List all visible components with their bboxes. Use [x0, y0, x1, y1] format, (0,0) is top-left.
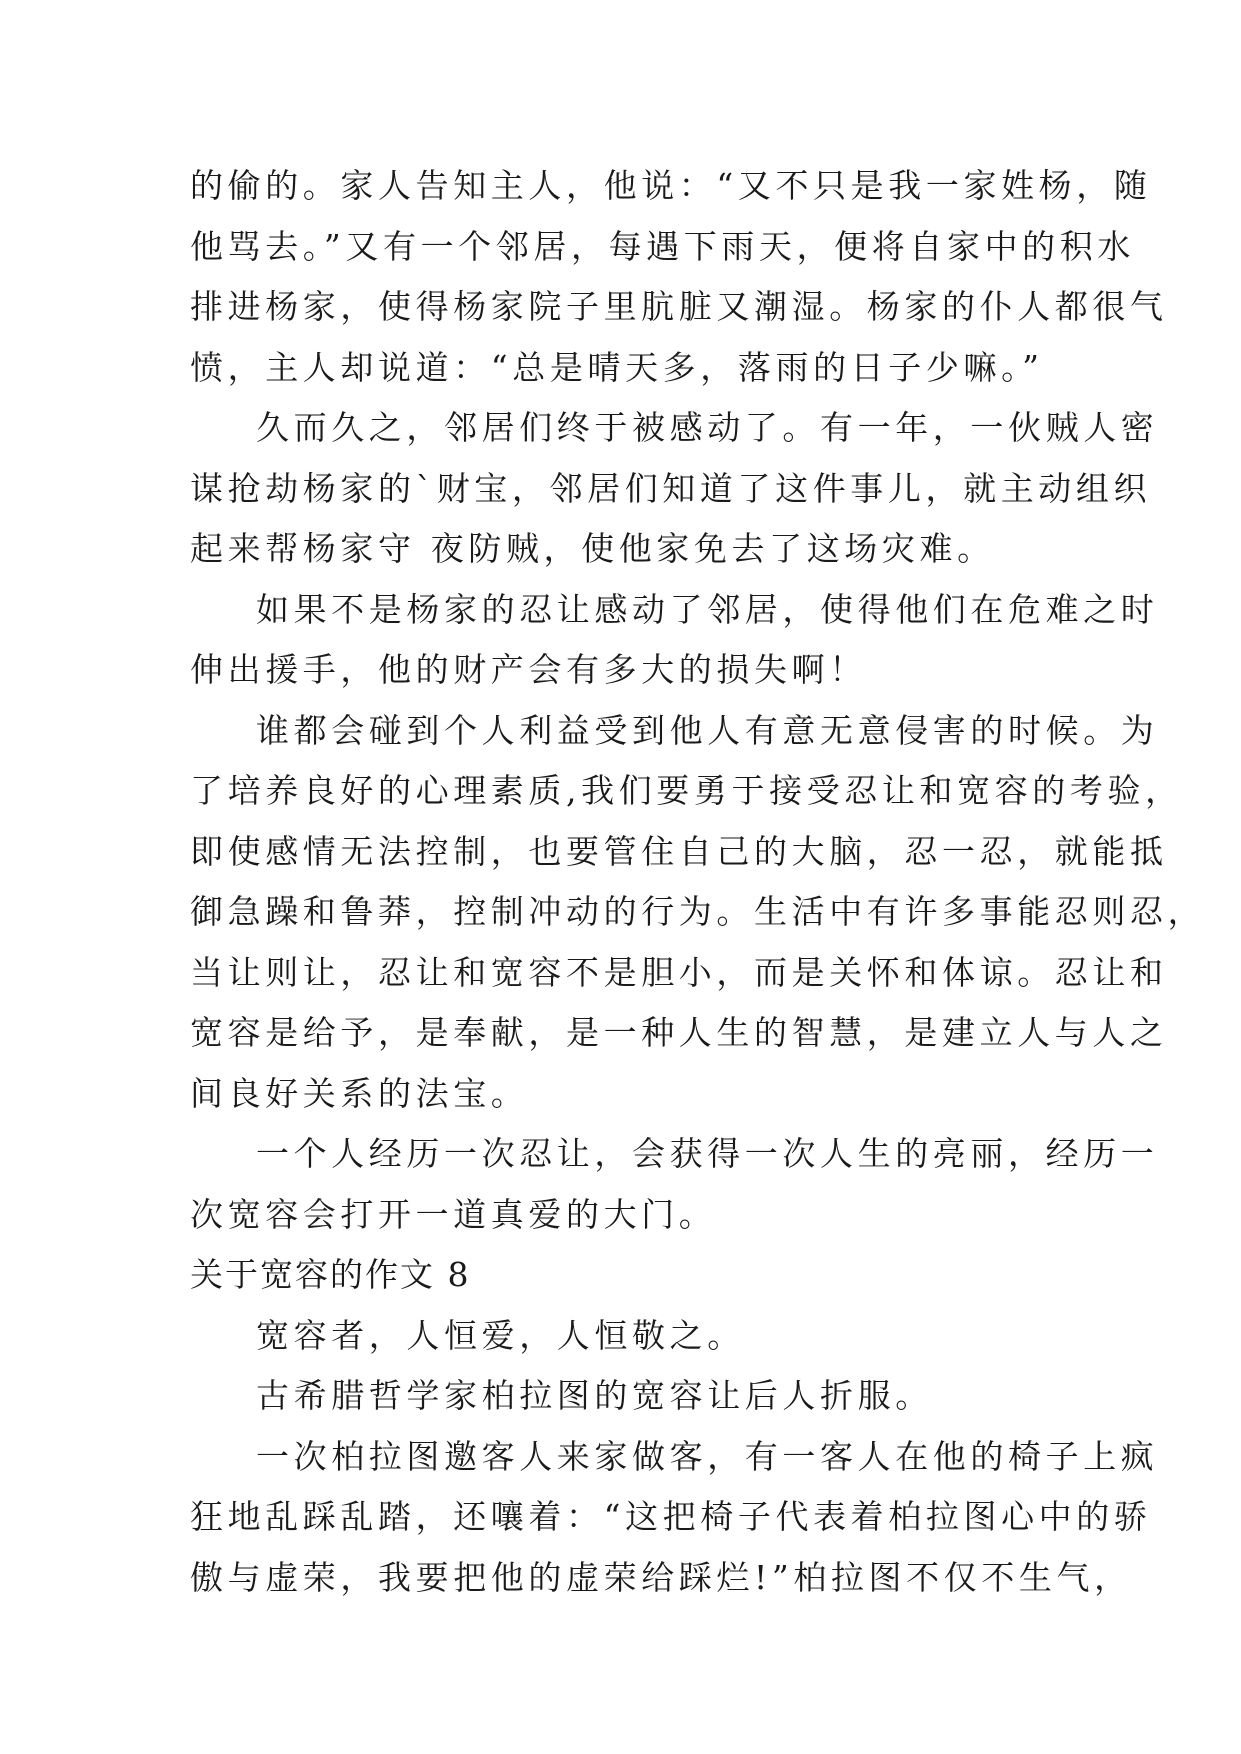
- text-line: 了培养良好的心理素质,我们要勇于接受忍让和宽容的考验，: [190, 771, 1183, 810]
- text-line: 当让则让，忍让和宽容不是胆小，而是关怀和体谅。忍让和: [190, 952, 1168, 992]
- text-line: 伸出援手，他的财产会有多大的损失啊！: [190, 650, 867, 689]
- paragraph-first-line: 古希腊哲学家柏拉图的宽容让后人折服。: [256, 1376, 933, 1415]
- text-line: 间良好关系的法宝。: [190, 1073, 529, 1113]
- text-line: 愤，主人却说道：“总是晴天多，落雨的日子少嘛。”: [190, 347, 1044, 387]
- paragraph-first-line: 一个人经历一次忍让，会获得一次人生的亮丽，经历一: [256, 1134, 1159, 1173]
- text-line: 的偷的。家人告知主人，他说：“又不只是我一家姓杨，随: [190, 166, 1152, 205]
- section-heading: 关于宽容的作文 8: [190, 1255, 471, 1294]
- paragraph-first-line: 一次柏拉图邀客人来家做客，有一客人在他的椅子上疯: [256, 1436, 1159, 1476]
- paragraph-first-line: 宽容者，人恒爱，人恒敬之。: [256, 1315, 745, 1355]
- text-line: 即使感情无法控制，也要管住自己的大脑，忍一忍，就能抵: [190, 831, 1168, 871]
- paragraph-first-line: 谁都会碰到个人利益受到他人有意无意侵害的时候。为: [256, 710, 1159, 750]
- text-line: 宽容是给予，是奉献，是一种人生的智慧，是建立人与人之: [190, 1013, 1168, 1052]
- text-line: 御急躁和鲁莽，控制冲动的行为。生活中有许多事能忍则忍，: [190, 892, 1206, 931]
- paragraph-first-line: 久而久之，邻居们终于被感动了。有一年，一伙贼人密: [256, 408, 1159, 447]
- text-line: 谋抢劫杨家的`财宝，邻居们知道了这件事儿，就主动组织: [190, 468, 1152, 508]
- document-body: [190, 156, 1206, 1608]
- text-line: 次宽容会打开一道真爱的大门。: [190, 1194, 717, 1234]
- text-line: 他骂去。”又有一个邻居，每遇下雨天，便将自家中的积水: [190, 226, 1135, 266]
- text-line: 傲与虚荣，我要把他的虚荣给踩烂!”柏拉图不仅不生气，: [190, 1557, 1132, 1597]
- text-line: 起来帮杨家守 夜防贼，使他家免去了这场灾难。: [190, 529, 995, 568]
- paragraph-first-line: 如果不是杨家的忍让感动了邻居，使得他们在危难之时: [256, 589, 1159, 629]
- text-line: 排进杨家，使得杨家院子里肮脏又潮湿。杨家的仆人都很气: [190, 287, 1168, 326]
- text-line: 狂地乱踩乱踏，还嚷着：“这把椅子代表着柏拉图心中的骄: [190, 1497, 1152, 1536]
